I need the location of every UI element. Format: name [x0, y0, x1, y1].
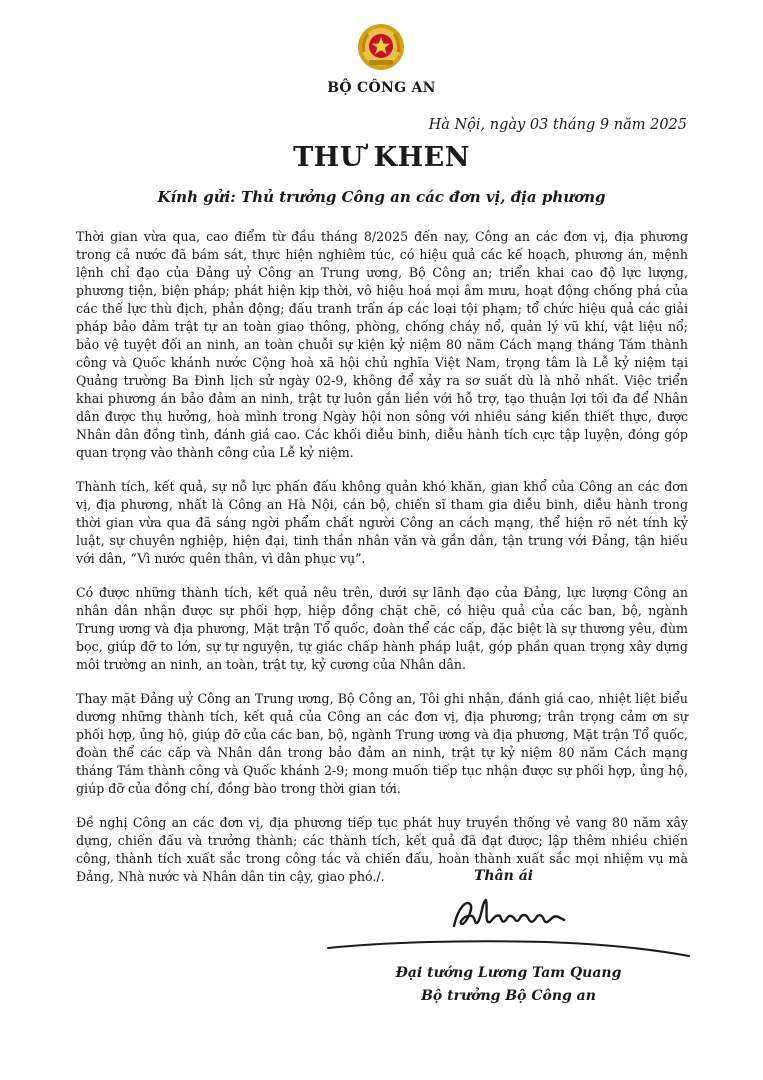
paragraph: Thành tích, kết quả, sự nỗ lực phấn đấu không quản khó khăn, gian khổ của Công an các đơn vị, địa phương, nhất là Công an Hà Nội, cán bộ, chiến sĩ tham gia diễu binh, diễu hành trong thời gian vừa qua đã sáng ngời phẩm chất người Công an cách mạng, thể hiện rõ nét tính kỷ luật, sự chuyên nghiệp, hiện đại, tinh thần nhân văn và gần dân, tận trung với Đảng, tận hiếu với dân, “Vì nước quên thân, vì dân phục vụ”. — [76, 479, 688, 566]
letter-recipient: Kính gửi: Thủ trưởng Công an các đơn vị, địa phương — [157, 188, 606, 206]
police-emblem-icon — [356, 22, 406, 72]
signer-name: Đại tướng Lương Tam Quang — [395, 965, 622, 981]
paragraph: Đề nghị Công an các đơn vị, địa phương tiếp tục phát huy truyền thống vẻ vang 80 năm xây dựng, chiến đấu và trưởng thành; các thành tích, kết quả đã đạt được; lập thêm nhiều chiến công, thành tích xuất sắc trong công tác và chiến đấu, hoàn thành xuất sắc mọi nhiệm vụ mà Đảng, Nhà nước và Nhân dân tin cậy, giao phó./. — [76, 815, 688, 884]
signature-stroke — [326, 934, 691, 964]
closing-text: Thân ái — [474, 868, 534, 884]
paragraph: Có được những thành tích, kết quả nêu trên, dưới sự lãnh đạo của Đảng, lực lượng Công an nhân dân nhận được sự phối hợp, hiệp đồng chặt chẽ, có hiệu quả của các ban, bộ, ngành Trung ương và địa phương, Mặt trận Tổ quốc, đoàn thể các cấp, đặc biệt là sự thương yêu, đùm bọc, giúp đỡ to lớn, sự tự nguyện, tự giác chấp hành pháp luật, góp phần quan trọng xây dựng môi trường an ninh, an toàn, trật tự, kỷ cương của Nhân dân. — [76, 585, 688, 672]
ministry-name: BỘ CÔNG AN — [327, 80, 436, 96]
signer-title: Bộ trưởng Bộ Công an — [421, 988, 596, 1004]
paragraph: Thay mặt Đảng uỷ Công an Trung ương, Bộ Công an, Tôi ghi nhận, đánh giá cao, nhiệt liệt biểu dương những thành tích, kết quả của Công an các đơn vị, địa phương; trân trọng cảm ơn sự phối hợp, ủng hộ, giúp đỡ của các ban, bộ, ngành Trung ương và địa phương, Mặt trận Tổ quốc, đoàn thể các cấp và Nhân dân trong bảo đảm an ninh, trật tự kỷ niệm 80 năm Cách mạng tháng Tám thành công và Quốc khánh 2-9; mong muốn tiếp tục nhận được sự phối hợp, ủng hộ, giúp đỡ của đồng chí, đồng bào trong thời gian tới. — [76, 691, 688, 796]
paragraph: Thời gian vừa qua, cao điểm từ đầu tháng 8/2025 đến nay, Công an các đơn vị, địa phương trong cả nước đã bám sát, thực hiện nghiêm túc, có hiệu quả các kế hoạch, phương án, mệnh lệnh chỉ đạo của Đảng uỷ Công an Trung ương, Bộ Công an; triển khai cao độ lực lượng, phương tiện, biện pháp; phát hiện kịp thời, vô hiệu hoá mọi âm mưu, hoạt động chống phá của các thế lực thù địch, phản động; đấu tranh trấn áp các loại tội phạm; tổ chức hiệu quả các giải pháp bảo đảm trật tự an toàn giao thông, phòng, chống cháy nổ, quản lý vũ khí, vật liệu nổ; bảo vệ tuyệt đối an ninh, an toàn chuỗi sự kiện kỷ niệm 80 năm Cách mạng tháng Tám thành công và Quốc khánh nước Cộng hoà xã hội chủ nghĩa Việt Nam, trọng tâm là Lễ kỷ niệm tại Quảng trường Ba Đình lịch sử ngày 02-9, không để xảy ra sơ suất dù là nhỏ nhất. Việc triển khai phương án bảo đảm an ninh, trật tự luôn gắn liền với hỗ trợ, tạo thuận lợi tối đa để Nhân dân được thụ hưởng, hoà mình trong Ngày hội non sông với nhiều sáng kiến thiết thực, được Nhân dân đồng tình, đánh giá cao. Các khối diễu binh, diễu hành tích cực tập luyện, đóng góp quan trọng vào thành công của Lễ kỷ niệm. — [76, 229, 688, 460]
handwritten-signature-icon — [448, 888, 578, 938]
letter-body — [76, 228, 688, 902]
letter-title: THƯ KHEN — [293, 142, 470, 173]
document-date: Hà Nội, ngày 03 tháng 9 năm 2025 — [428, 117, 687, 133]
